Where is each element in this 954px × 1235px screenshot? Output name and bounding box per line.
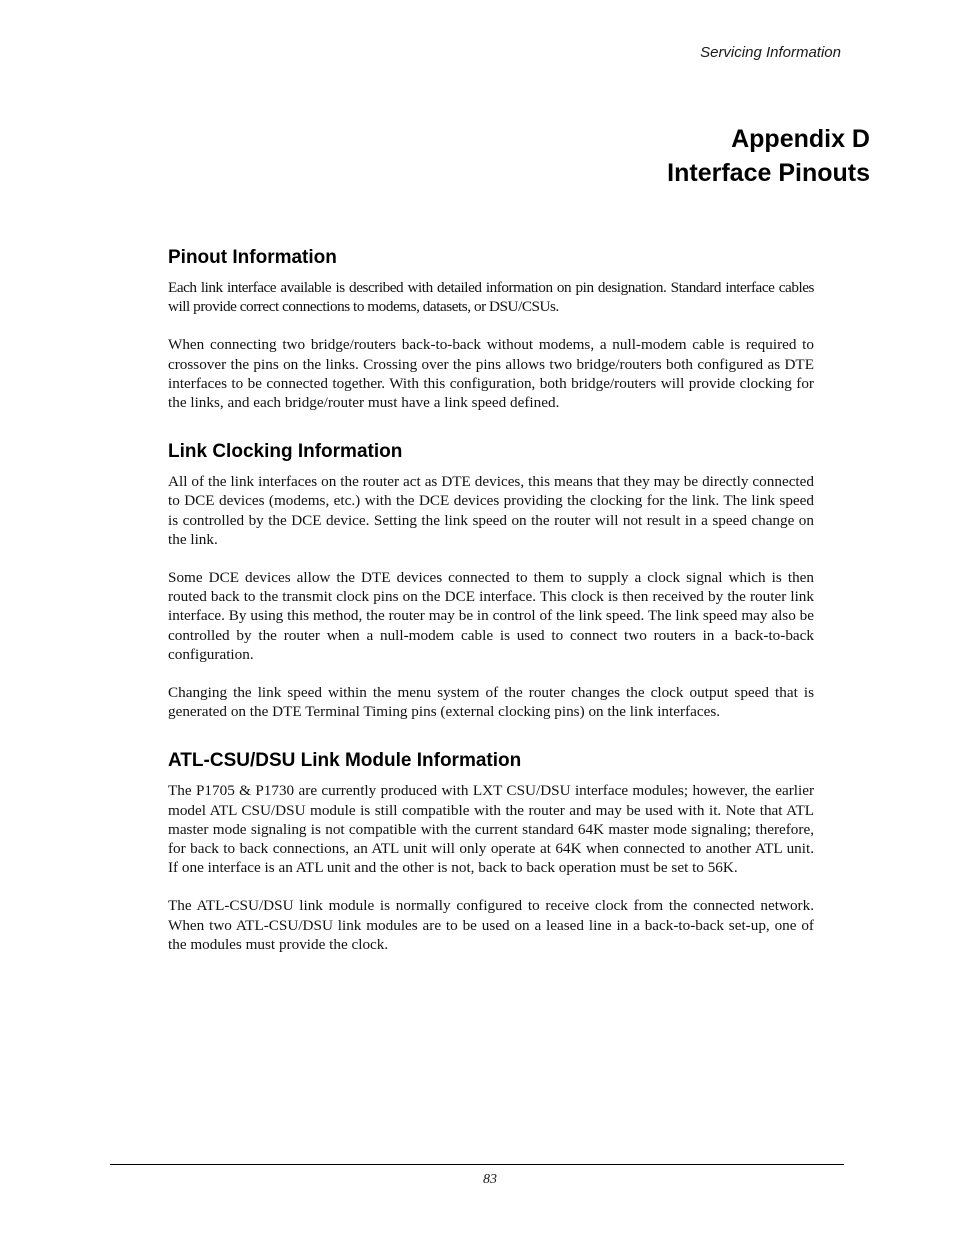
main-content (168, 246, 814, 982)
page-title (667, 122, 870, 190)
paragraph: Changing the link speed within the menu system of the router changes the clock output speed that is generated on the DTE Terminal Timing pins (external clocking pins) on the link interfaces. (168, 684, 814, 721)
paragraph: Each link interface available is described with detailed information on pin designation. Standard interface cables will provide correct connections to modems, datasets, or DSU/CSUs. (168, 279, 814, 316)
paragraph: The P1705 & P1730 are currently produced with LXT CSU/DSU interface modules; however, the earlier model ATL CSU/DSU module is still compatible with the router and may be used with it. Note that ATL master mode signaling is not compatible with the current standard 64K master mode signaling; therefore, for back to back connections, an ATL unit will only operate at 64K when connected to another ATL unit. If one interface is an ATL unit and the other is not, back to back operation must be set to 56K. (168, 782, 814, 877)
section-link-clocking-information (168, 440, 814, 721)
section-atl-csu-dsu-link-module-information (168, 749, 814, 954)
section-heading: ATL-CSU/DSU Link Module Information (168, 750, 522, 772)
section-heading: Link Clocking Information (168, 441, 403, 463)
paragraph: Some DCE devices allow the DTE devices connected to them to supply a clock signal which is then routed back to the transmit clock pins on the DCE interface. This clock is then received by the router link interface. By using this method, the router may be in control of the link speed. The link speed may also be controlled by the router when a null-modem cable is used to connect two routers in a back-to-back configuration. (168, 569, 814, 663)
section-pinout-information (168, 246, 814, 412)
running-header: Servicing Information (700, 44, 841, 61)
title-line-2: Interface Pinouts (667, 159, 870, 187)
paragraph: All of the link interfaces on the router act as DTE devices, this means that they may be directly connected to DCE devices (modems, etc.) with the DCE devices providing the clocking for the link. The link speed is controlled by the DCE device. Setting the link speed on the router will not result in a speed change on the link. (168, 473, 814, 548)
page-number: 83 (483, 1172, 497, 1187)
footer-divider (110, 1164, 844, 1165)
paragraph: When connecting two bridge/routers back-to-back without modems, a null-modem cable is required to crossover the pins on the links. Crossing over the pins allows two bridge/routers both configured as DTE interfaces to be connected together. With this configuration, both bridge/routers will provide clocking for the links, and each bridge/router must have a link speed defined. (168, 336, 814, 412)
title-line-1: Appendix D (731, 125, 870, 153)
paragraph: The ATL-CSU/DSU link module is normally configured to receive clock from the connected network. When two ATL-CSU/DSU link modules are to be used on a leased line in a back-to-back set-up, one of the modules must provide the clock. (168, 897, 814, 953)
section-heading: Pinout Information (168, 247, 337, 268)
